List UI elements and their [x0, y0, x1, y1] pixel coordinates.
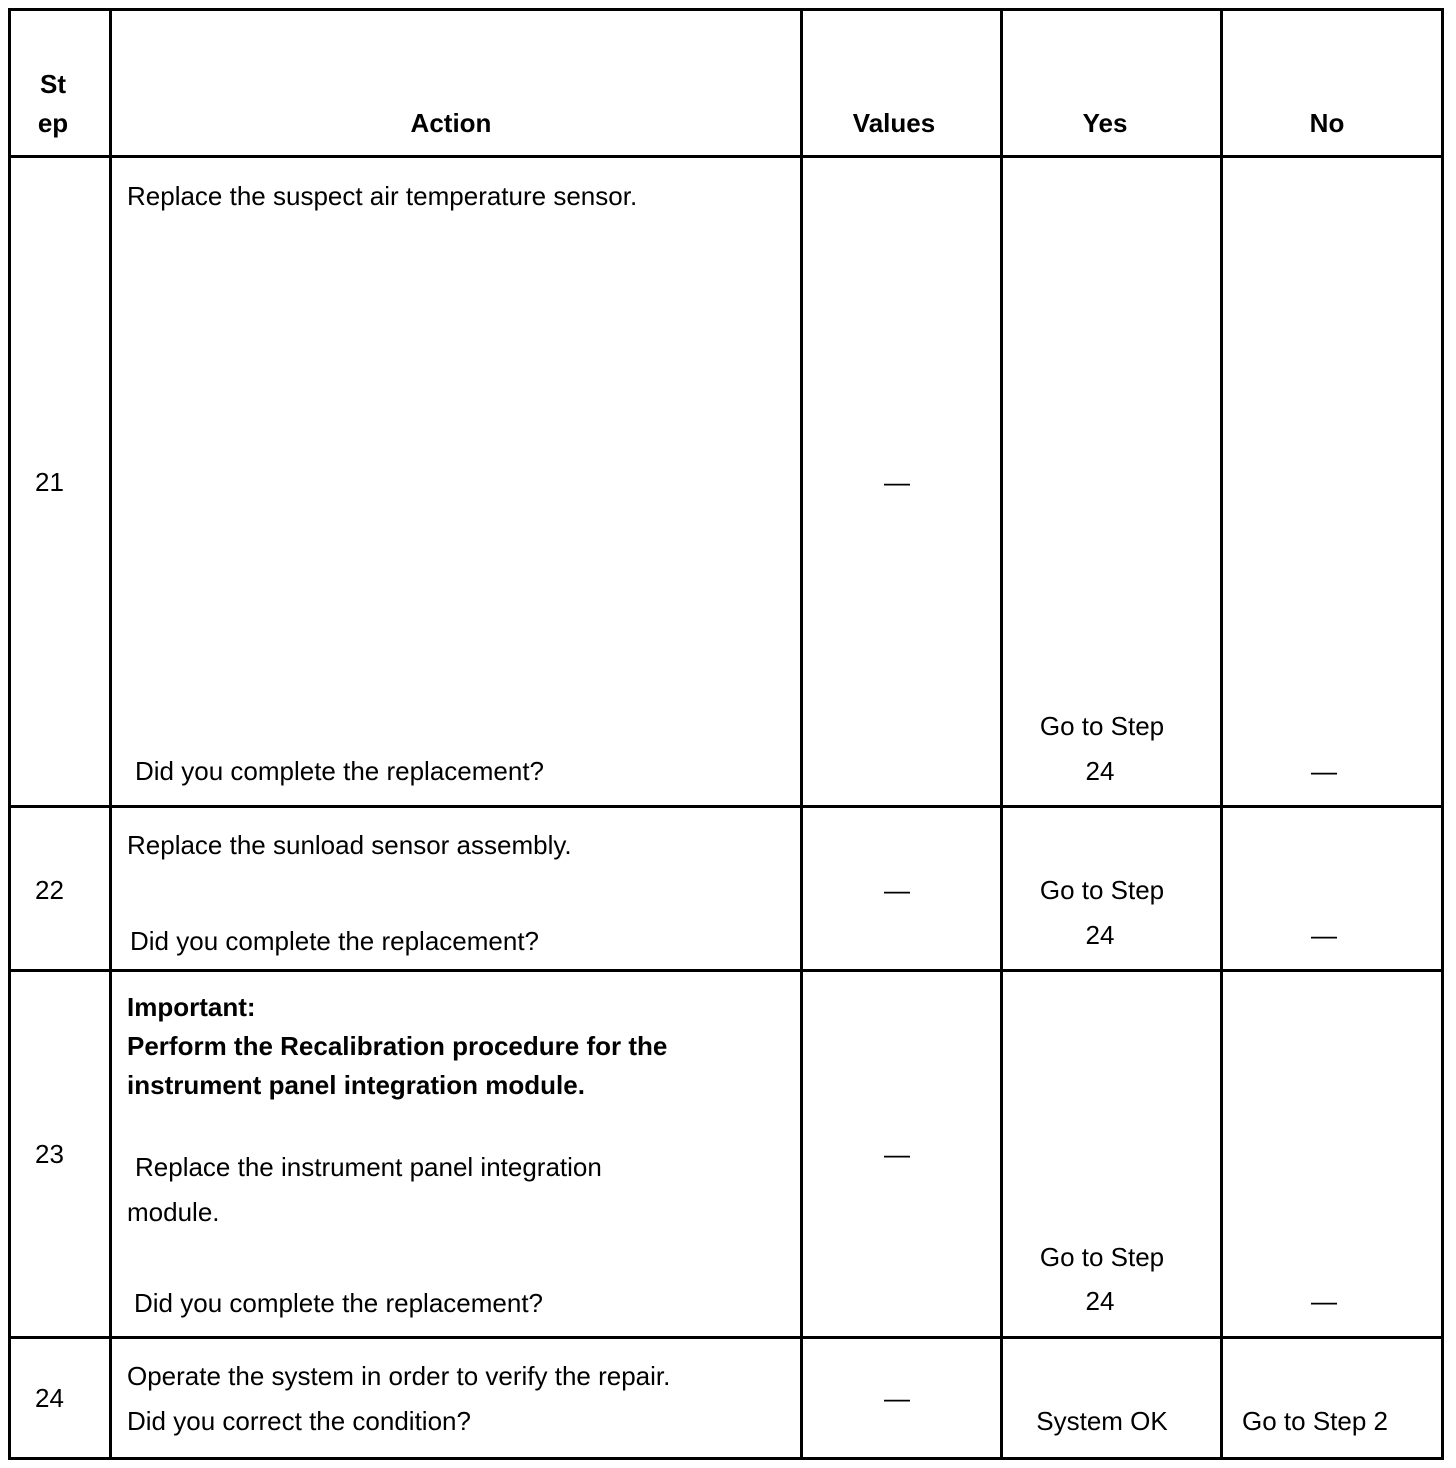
step-number: 24 [35, 1383, 64, 1413]
header-yes: Yes [1082, 108, 1128, 138]
action-text: Replace the suspect air temperature sensor. [127, 181, 638, 211]
row-divider [8, 805, 1444, 808]
header-values: Values [852, 108, 936, 138]
step-number: 23 [35, 1139, 64, 1169]
yes-goto-line2: 24 [1085, 920, 1115, 950]
header-no: No [1309, 108, 1345, 138]
step-number: 22 [35, 875, 64, 905]
column-divider [1000, 8, 1003, 1460]
yes-goto-line2: 24 [1085, 756, 1115, 786]
column-divider [1220, 8, 1223, 1460]
action-text: Replace the sunload sensor assembly. [127, 830, 572, 860]
row-divider [8, 969, 1444, 972]
yes-goto-line1: Go to Step [1039, 875, 1165, 905]
action-question: Did you complete the replacement? [134, 1288, 544, 1318]
column-divider [109, 8, 112, 1460]
no-cell: — [1311, 756, 1337, 786]
important-note-line2: instrument panel integration module. [127, 1070, 585, 1100]
important-note-line1: Perform the Recalibration procedure for the [127, 1031, 668, 1061]
header-action: Action [410, 108, 492, 138]
yes-goto-line1: Go to Step [1039, 711, 1165, 741]
values-cell: — [884, 467, 910, 497]
values-cell: — [884, 1383, 910, 1413]
no-cell: — [1311, 1286, 1337, 1316]
values-cell: — [884, 1139, 910, 1169]
column-divider [800, 8, 803, 1460]
values-cell: — [884, 875, 910, 905]
yes-cell: System OK [1036, 1406, 1168, 1436]
table-border-top [8, 8, 1444, 11]
action-text: Operate the system in order to verify the repair. [127, 1361, 671, 1391]
yes-goto-line2: 24 [1085, 1286, 1115, 1316]
no-goto: Go to Step 2 [1242, 1406, 1388, 1436]
header-divider [8, 155, 1444, 158]
action-text-line2: module. [127, 1197, 220, 1227]
table-border-right [1441, 8, 1444, 1460]
no-cell: — [1311, 920, 1337, 950]
action-question: Did you complete the replacement? [130, 926, 540, 956]
step-number: 21 [35, 467, 64, 497]
table-border-left [8, 8, 11, 1460]
action-question: Did you complete the replacement? [135, 756, 545, 786]
header-step-line1: St [40, 69, 66, 99]
yes-goto-line1: Go to Step [1039, 1242, 1165, 1272]
action-question: Did you correct the condition? [127, 1406, 471, 1436]
row-divider [8, 1336, 1444, 1339]
important-label: Important: [127, 992, 256, 1022]
header-step-line2: ep [37, 108, 69, 138]
action-text-line1: Replace the instrument panel integration [135, 1152, 602, 1182]
table-border-bottom [8, 1457, 1444, 1460]
